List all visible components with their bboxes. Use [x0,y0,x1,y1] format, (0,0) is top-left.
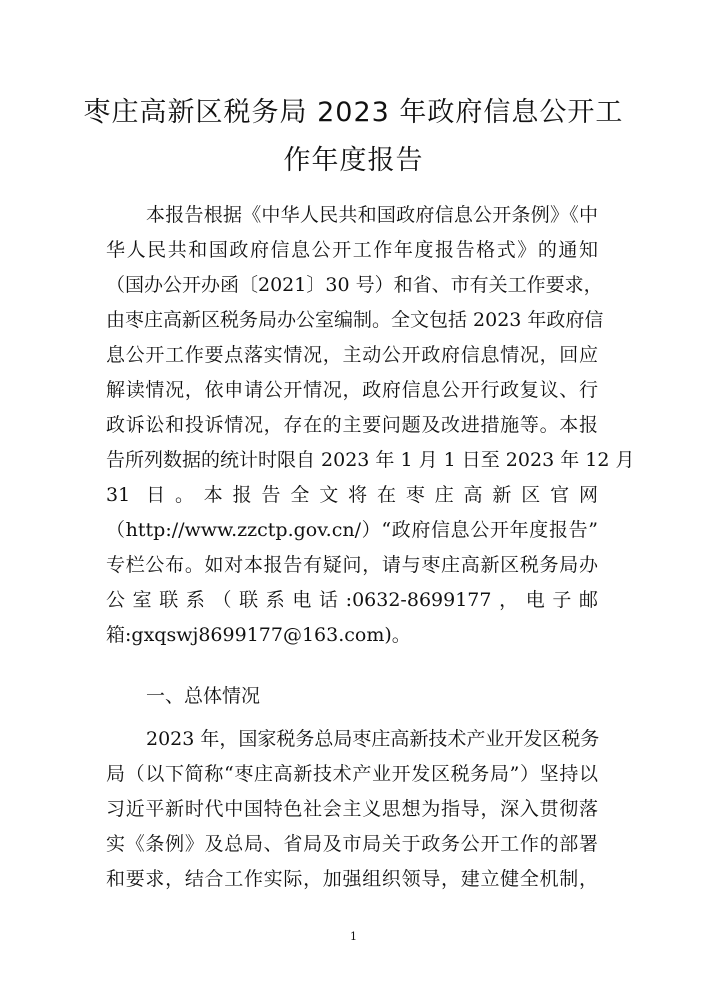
section-heading-overview: 一、总体情况 [146,685,261,707]
intro-line-6: 解读情况，依申请公开情况，政府信息公开行政复议、行 [106,379,598,401]
overview-line-1: 2023 年，国家税务总局枣庄高新技术产业开发区税务 [146,728,600,750]
intro-line-7: 政诉讼和投诉情况，存在的主要问题及改进措施等。本报 [106,414,598,436]
report-title-line-1: 枣庄高新区税务局 2023 年政府信息公开工 [83,97,624,128]
intro-line-3: （国办公开办函〔2021〕30 号）和省、市有关工作要求， [106,274,603,296]
page-number: 1 [350,930,357,943]
intro-line-8: 告所列数据的统计时限自 2023 年 1 月 1 日至 2023 年 12 月 [106,449,635,471]
intro-line-13: 箱:gxqswj8699177@163.com)。 [106,624,411,646]
intro-line-2: 华人民共和国政府信息公开工作年度报告格式》的通知 [106,239,598,261]
intro-line-4: 由枣庄高新区税务局办公室编制。全文包括 2023 年政府信 [106,309,604,331]
intro-line-11: 专栏公布。如对本报告有疑问，请与枣庄高新区税务局办 [106,554,598,576]
overview-line-3: 习近平新时代中国特色社会主义思想为指导，深入贯彻落 [106,798,598,820]
report-title-line-2: 作年度报告 [283,145,424,176]
intro-line-10: （http://www.zzctp.gov.cn/）“政府信息公开年度报告” [106,519,598,541]
intro-line-5: 息公开工作要点落实情况，主动公开政府信息情况，回应 [106,344,598,366]
overview-line-5: 和要求，结合工作实际，加强组织领导，建立健全机制， [106,868,598,890]
overview-line-2: 局（以下简称“枣庄高新技术产业开发区税务局”）坚持以 [106,763,598,785]
intro-line-9: 31 日。本报告全文将在枣庄高新区官网 [106,484,598,506]
overview-line-4: 实《条例》及总局、省局及市局关于政务公开工作的部署 [106,833,598,855]
intro-line-1: 本报告根据《中华人民共和国政府信息公开条例》《中 [146,204,598,226]
intro-line-12: 公室联系（联系电话:0632-8699177，电子邮 [106,589,598,611]
